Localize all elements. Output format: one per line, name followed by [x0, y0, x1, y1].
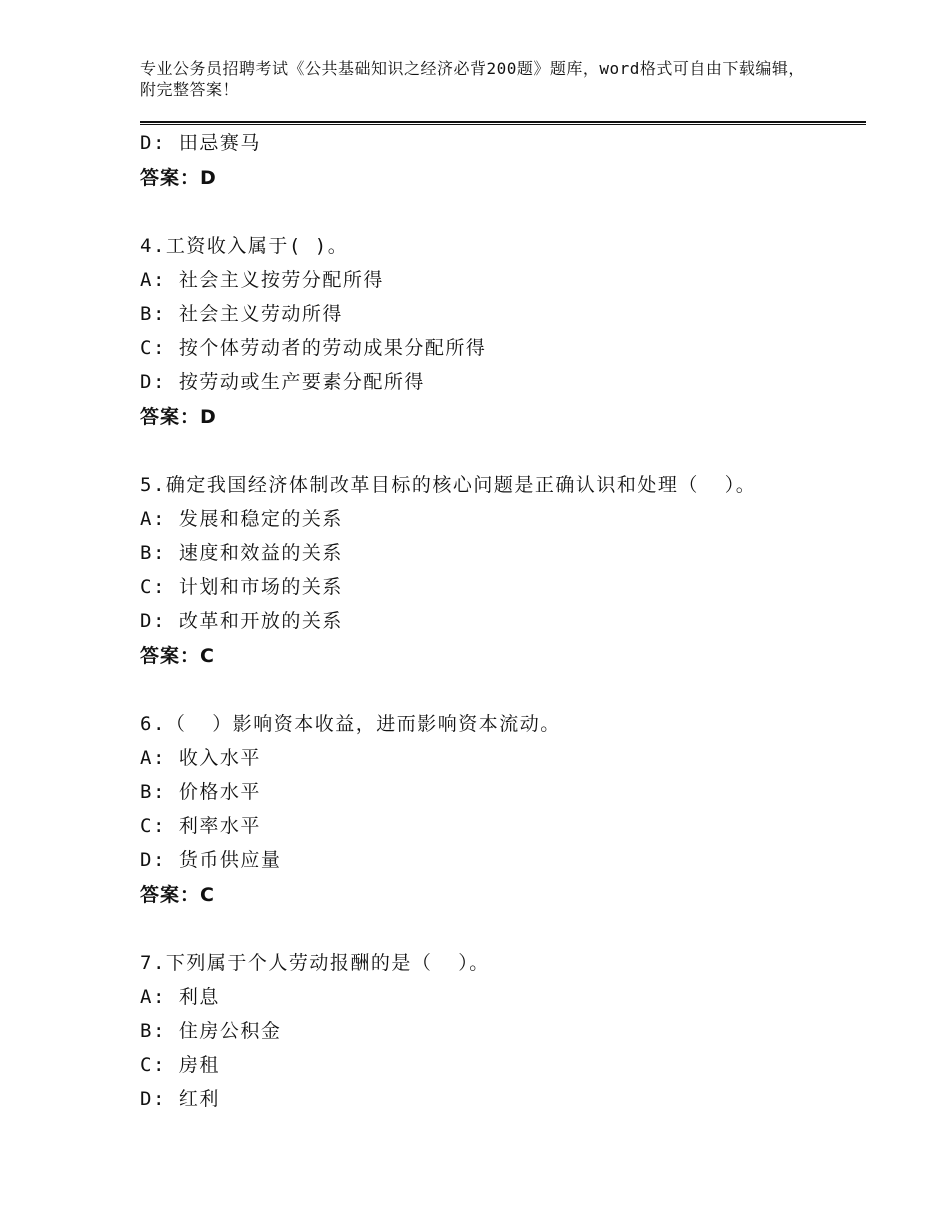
q6-option-b: B: 价格水平 — [140, 781, 261, 803]
q6-answer: 答案：C — [140, 884, 215, 906]
q4-option-d: D: 按劳动或生产要素分配所得 — [140, 371, 425, 393]
q7-option-b: B: 住房公积金 — [140, 1020, 282, 1042]
q7-option-c: C: 房租 — [140, 1054, 220, 1076]
page-header: 专业公务员招聘考试《公共基础知识之经济必背200题》题库，word格式可自由下载编辑，附完整答案！ — [140, 59, 805, 99]
q6-option-a: A: 收入水平 — [140, 747, 261, 769]
q4-option-a: A: 社会主义按劳分配所得 — [140, 269, 384, 291]
q3-option-d: D: 田忌赛马 — [140, 132, 261, 154]
q5-option-d: D: 改革和开放的关系 — [140, 610, 343, 632]
q7-stem: 7.下列属于个人劳动报酬的是（ ）。 — [140, 952, 490, 974]
q4-option-c: C: 按个体劳动者的劳动成果分配所得 — [140, 337, 487, 359]
q5-stem: 5.确定我国经济体制改革目标的核心问题是正确认识和处理（ ）。 — [140, 474, 757, 496]
q7-option-a: A: 利息 — [140, 986, 220, 1008]
q4-answer: 答案：D — [140, 406, 217, 428]
q6-stem: 6.（ ）影响资本收益，进而影响资本流动。 — [140, 713, 561, 735]
q6-option-d: D: 货币供应量 — [140, 849, 282, 871]
q4-option-b: B: 社会主义劳动所得 — [140, 303, 343, 325]
q3-answer: 答案：D — [140, 167, 217, 189]
q5-answer: 答案：C — [140, 645, 215, 667]
q5-option-a: A: 发展和稳定的关系 — [140, 508, 343, 530]
q6-option-c: C: 利率水平 — [140, 815, 261, 837]
q5-option-c: C: 计划和市场的关系 — [140, 576, 343, 598]
header-divider — [140, 121, 866, 125]
q4-stem: 4.工资收入属于( )。 — [140, 235, 349, 257]
q7-option-d: D: 红利 — [140, 1088, 220, 1110]
q5-option-b: B: 速度和效益的关系 — [140, 542, 343, 564]
